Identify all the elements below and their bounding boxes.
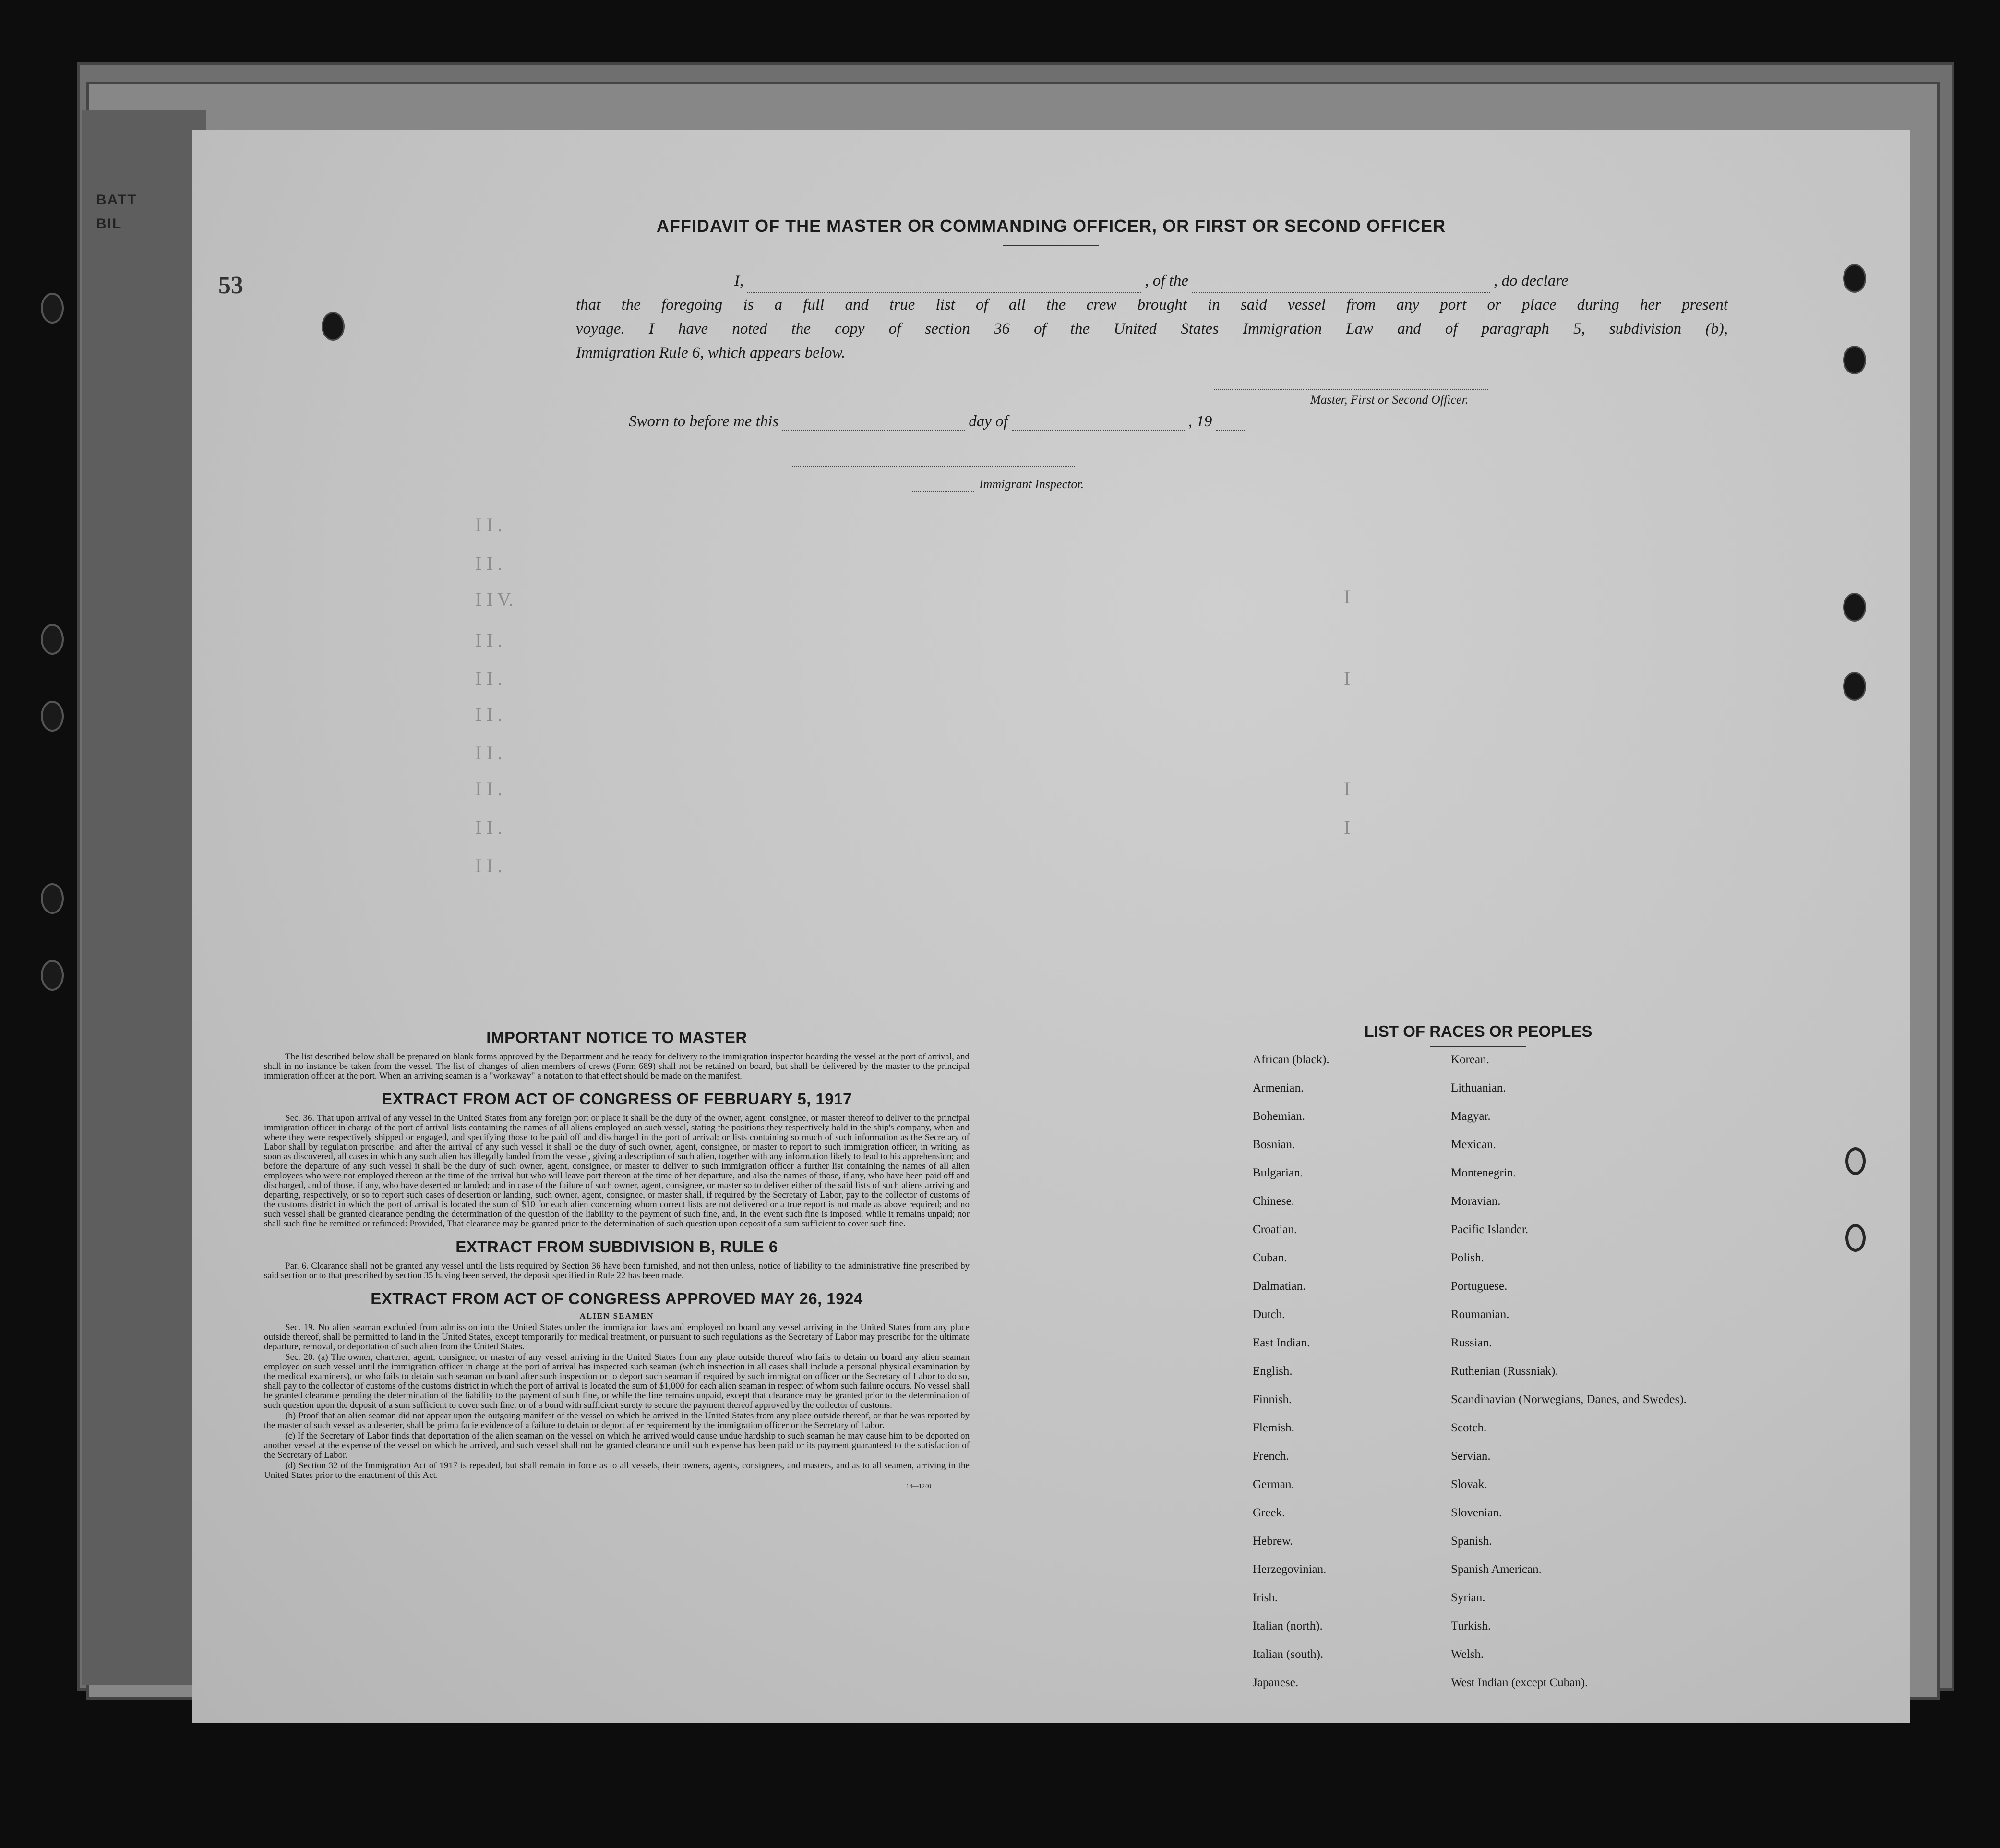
bleed-through-mark: I I . xyxy=(475,552,503,574)
handwritten-number: 53 xyxy=(218,272,243,299)
race-item: Ruthenian (Russniak). xyxy=(1451,1365,1558,1378)
race-item: Dalmatian. xyxy=(1253,1280,1306,1293)
inspector-short-line xyxy=(912,491,974,492)
punch-hole xyxy=(1845,1224,1866,1252)
binder-ring xyxy=(41,624,64,655)
affidavit-line-2: that the foregoing is a full and true list of all the crew brought in said vessel from any port or place during her present xyxy=(576,296,1728,313)
binder-ring xyxy=(41,701,64,732)
underlying-sheet-label: BIL xyxy=(96,216,122,232)
extract-1924-title: EXTRACT FROM ACT OF CONGRESS APPROVED MAY 26, 1924 xyxy=(371,1290,863,1308)
extract-1924-subtitle: ALIEN SEAMEN xyxy=(579,1311,654,1320)
affidavit-line-1 xyxy=(576,269,1728,293)
race-item: Armenian. xyxy=(1253,1081,1304,1094)
race-item: Scandinavian (Norwegians, Danes, and Swedes). xyxy=(1451,1393,1687,1406)
affidavit-do-declare: , do declare xyxy=(1493,272,1569,289)
extract-1924-paragraph: (d) Section 32 of the Immigration Act of 1917 is repealed, but shall remain in force as to all vessels, their owners, agents, consignees, and masters, and as to all seamen, arriving in the United States prior to the enactment of this Act. xyxy=(264,1461,970,1480)
race-item: Japanese. xyxy=(1253,1676,1299,1689)
race-item: Bosnian. xyxy=(1253,1138,1295,1151)
race-item: Moravian. xyxy=(1451,1195,1501,1208)
sworn-month-blank xyxy=(1012,415,1185,431)
punch-hole xyxy=(322,312,345,341)
race-item: English. xyxy=(1253,1365,1293,1378)
sworn-year: , 19 xyxy=(1188,413,1212,430)
notice-section xyxy=(264,1022,970,1491)
extract-1917-title: EXTRACT FROM ACT OF CONGRESS OF FEBRUARY 5, 1917 xyxy=(382,1090,852,1108)
race-item: African (black). xyxy=(1253,1053,1329,1066)
race-item: Irish. xyxy=(1253,1591,1278,1604)
race-item: Greek. xyxy=(1253,1506,1285,1519)
race-item: Montenegrin. xyxy=(1451,1166,1516,1179)
punch-hole xyxy=(1845,1147,1866,1175)
bleed-through-mark: I xyxy=(1344,816,1351,838)
race-item: Spanish. xyxy=(1451,1535,1492,1548)
race-item: Polish. xyxy=(1451,1251,1484,1264)
binder-ring xyxy=(41,883,64,914)
bleed-through-mark: I I . xyxy=(475,629,503,651)
binder-ring xyxy=(41,960,64,991)
punch-hole xyxy=(1843,346,1866,374)
extract-rule6-body: Par. 6. Clearance shall not be granted any vessel until the lists required by Section 36 have been furnished, and not then unless, notice of liability to the administrative fine prescribed by said section or to that prescribed by section 35 having been served, the deposit specified in Rule 22 has been made. xyxy=(264,1261,970,1281)
extract-1924-paragraph: Sec. 20. (a) The owner, charterer, agent, consignee, or master of any vessel arriving in the United States from any place outside thereof who fails to detain on board any alien seaman employed on such vessel until the immigration officer in charge at the port of arrival has inspected such seaman (which inspection in all cases shall include a personal physical examination by the medical examiners), or who fails to detain such seaman on board after such inspection or to deport such seaman if required by such immigration officer or the Secretary of Labor to do so, shall pay to the collector of customs of the customs district in which the port of arrival is located the sum of $1,000 for each alien seaman in respect of whom such failure occurs. No vessel shall be granted clearance pending the determination of the liability to the payment of such fine, or while the fine remains unpaid, except that clearance may be granted prior to the determination of such question upon the deposit of a sum sufficient to cover such fine, or of a bond with sufficient surety to secure the payment thereof approved by the collector of customs. xyxy=(264,1352,970,1410)
race-item: Herzegovinian. xyxy=(1253,1563,1327,1576)
race-item: Pacific Islander. xyxy=(1451,1223,1529,1236)
extract-1924-paragraph: Sec. 19. No alien seaman excluded from admission into the United States under the immigration laws and employed on board any vessel arriving in the United States from any place outside thereof, shall be permitted to land in the United States, except temporarily for medical treatment, or pursuant to such regulations as the Secretary of Labor may prescribe for the ultimate departure, removal, or deportation of such alien from the United States. xyxy=(264,1322,970,1352)
bleed-through-mark: I I . xyxy=(475,704,503,725)
race-item: Italian (north). xyxy=(1253,1620,1323,1632)
extract-rule6-title: EXTRACT FROM SUBDIVISION B, RULE 6 xyxy=(455,1238,778,1256)
bleed-through-mark: I xyxy=(1344,586,1351,608)
race-item: Welsh. xyxy=(1451,1648,1484,1661)
race-item: Chinese. xyxy=(1253,1195,1294,1208)
bleed-through-mark: I I V. xyxy=(475,588,514,610)
affidavit-of-the: , of the xyxy=(1145,272,1188,289)
race-item: Croatian. xyxy=(1253,1223,1297,1236)
binding-strip xyxy=(82,110,206,1685)
race-item: Italian (south). xyxy=(1253,1648,1324,1661)
sworn-line xyxy=(629,413,1248,431)
race-item: Scotch. xyxy=(1451,1421,1487,1434)
punch-hole xyxy=(1843,593,1866,622)
bleed-through-mark: I I . xyxy=(475,778,503,800)
race-item: Russian. xyxy=(1451,1336,1492,1349)
race-item: Hebrew. xyxy=(1253,1535,1293,1548)
bleed-through-mark: I I . xyxy=(475,855,503,876)
race-item: Portuguese. xyxy=(1451,1280,1508,1293)
affidavit-text xyxy=(576,269,1728,365)
race-item: Mexican. xyxy=(1451,1138,1496,1151)
race-item: Syrian. xyxy=(1451,1591,1485,1604)
punch-hole xyxy=(1843,264,1866,293)
race-item: Dutch. xyxy=(1253,1308,1285,1321)
race-item: Bulgarian. xyxy=(1253,1166,1303,1179)
affidavit-i: I, xyxy=(734,272,744,289)
inspector-signature-label: Immigrant Inspector. xyxy=(979,477,1084,491)
race-item: Roumanian. xyxy=(1451,1308,1509,1321)
punch-hole xyxy=(1843,672,1866,701)
bleed-through-mark: I I . xyxy=(475,742,503,764)
extract-1924-paragraph: (b) Proof that an alien seaman did not appear upon the outgoing manifest of the vessel on which he arrived in the United States from any place outside thereof, or that he was reported by the master of such vessel as a deserter, shall be prima facie evidence of a failure to detain or deport after requirement by the immigration officer or the Secretary of Labor. xyxy=(264,1411,970,1430)
race-item: Servian. xyxy=(1451,1450,1491,1463)
form-number: 14—1240 xyxy=(906,1482,931,1489)
race-item: East Indian. xyxy=(1253,1336,1310,1349)
race-item: West Indian (except Cuban). xyxy=(1451,1676,1588,1689)
notice-body: The list described below shall be prepared on blank forms approved by the Department and be ready for delivery to the immigration inspector boarding the vessel at the port of arrival, and shall in no instance be taken from the vessel. The list of changes of alien members of crews (Form 689) shall not be retained on board, but shall be delivered by the master to the principal immigration officer at the port. When an arriving seaman is a "workaway" a notation to that effect should be made on the manifest. xyxy=(264,1052,970,1081)
binder-ring xyxy=(41,293,64,324)
affidavit-line-4: Immigration Rule 6, which appears below. xyxy=(576,344,846,361)
bleed-through-mark: I I . xyxy=(475,668,503,689)
master-signature-line xyxy=(1214,389,1488,390)
races-title: LIST OF RACES OR PEOPLES xyxy=(1364,1022,1593,1040)
name-blank xyxy=(747,277,1141,293)
race-item: Turkish. xyxy=(1451,1620,1491,1632)
races-section xyxy=(1253,1022,1709,1704)
race-item: Slovak. xyxy=(1451,1478,1487,1491)
underlying-sheet-label: BATT xyxy=(96,192,137,208)
race-item: Slovenian. xyxy=(1451,1506,1502,1519)
race-item: Lithuanian. xyxy=(1451,1081,1506,1094)
title-underline xyxy=(1003,245,1099,246)
sworn-day-of: day of xyxy=(969,413,1008,430)
bleed-through-mark: I I . xyxy=(475,514,503,536)
manifest-page xyxy=(192,130,1910,1723)
races-list xyxy=(1253,1053,1709,1704)
race-item: French. xyxy=(1253,1450,1289,1463)
vessel-blank xyxy=(1192,277,1490,293)
race-item: Cuban. xyxy=(1253,1251,1287,1264)
sworn-start: Sworn to before me this xyxy=(629,413,779,430)
bleed-through-mark: I xyxy=(1344,668,1351,689)
races-underline xyxy=(1430,1046,1526,1047)
extract-1917-body: Sec. 36. That upon arrival of any vessel in the United States from any foreign port or place it shall be the duty of the owner, agent, consignee, or master thereof to deliver to the principal immigration officer in charge of the port of arrival lists containing the names of all aliens employed on such vessel, stating the positions they respectively hold in the ship's company, when and where they were respectively shipped or engaged, and specifying those to be paid off and discharged in the port of arrival; or lists containing so much of such information as the Secretary of Labor shall by regulation prescribe; and after the arrival of any such vessel it shall be the duty of such owner, agent, consignee, or master to report to such immigration officer, in writing, as soon as discovered, all cases in which any such alien has illegally landed from the vessel, giving a description of such alien, together with any information likely to lead to his apprehension; and before the departure of any such vessel it shall be the duty of such owner, agent, consignee, or master to deliver to such immigration officer a further list containing the names of all alien employees who were not employed thereon at the time of the arrival but who will leave port thereon at the time of her departure, and also the names of those, if any, who have been paid off and discharged, and of those, if any, who have deserted or landed; and in case of the failure of such owner, agent, consignee, or master so to deliver either of the said lists of such aliens arriving and departing, respectively, or so to report such cases of desertion or landing, such owner, agent, consignee, or master shall, if required by the Secretary of Labor, pay to the collector of customs of the customs district in which the port of arrival is located the sum of $10 for each alien concerning whom correct lists are not delivered or a true report is not made as above required; and no such vessel shall be granted clearance pending the determination of the question of the liability to the payment of such fine, and, in the event such fine is imposed, while it remains unpaid; nor shall such fine be remitted or refunded: Provided, That clearance may be granted prior to the determination of such question upon deposit of a sum sufficient to cover such fine. xyxy=(264,1113,970,1229)
extract-1924-paragraph: (c) If the Secretary of Labor finds that deportation of the alien seaman on the vessel on which he arrived would cause undue hardship to such seaman he may cause him to be deported on another vessel at the expense of the vessel on which he arrived, and such vessel shall not be granted clearance until such expense has been paid or its payment guaranteed to the satisfaction of the Secretary of Labor. xyxy=(264,1431,970,1460)
race-item: Magyar. xyxy=(1451,1110,1491,1123)
sworn-day-blank xyxy=(782,415,965,431)
race-item: Korean. xyxy=(1451,1053,1489,1066)
inspector-signature-line xyxy=(792,466,1075,467)
race-item: Bohemian. xyxy=(1253,1110,1305,1123)
notice-title: IMPORTANT NOTICE TO MASTER xyxy=(486,1029,747,1046)
sworn-year-blank xyxy=(1216,415,1245,431)
affidavit-line-3: voyage. I have noted the copy of section 36 of the United States Immigration Law and of paragraph 5, subdivision (b), xyxy=(576,320,1728,337)
race-item: Flemish. xyxy=(1253,1421,1294,1434)
race-item: German. xyxy=(1253,1478,1294,1491)
bleed-through-mark: I I . xyxy=(475,816,503,838)
race-item: Spanish American. xyxy=(1451,1563,1542,1576)
bleed-through-mark: I xyxy=(1344,778,1351,800)
master-signature-label: Master, First or Second Officer. xyxy=(1310,393,1469,407)
affidavit-title: AFFIDAVIT OF THE MASTER OR COMMANDING OFFICER, OR FIRST OR SECOND OFFICER xyxy=(656,216,1446,236)
race-item: Finnish. xyxy=(1253,1393,1292,1406)
